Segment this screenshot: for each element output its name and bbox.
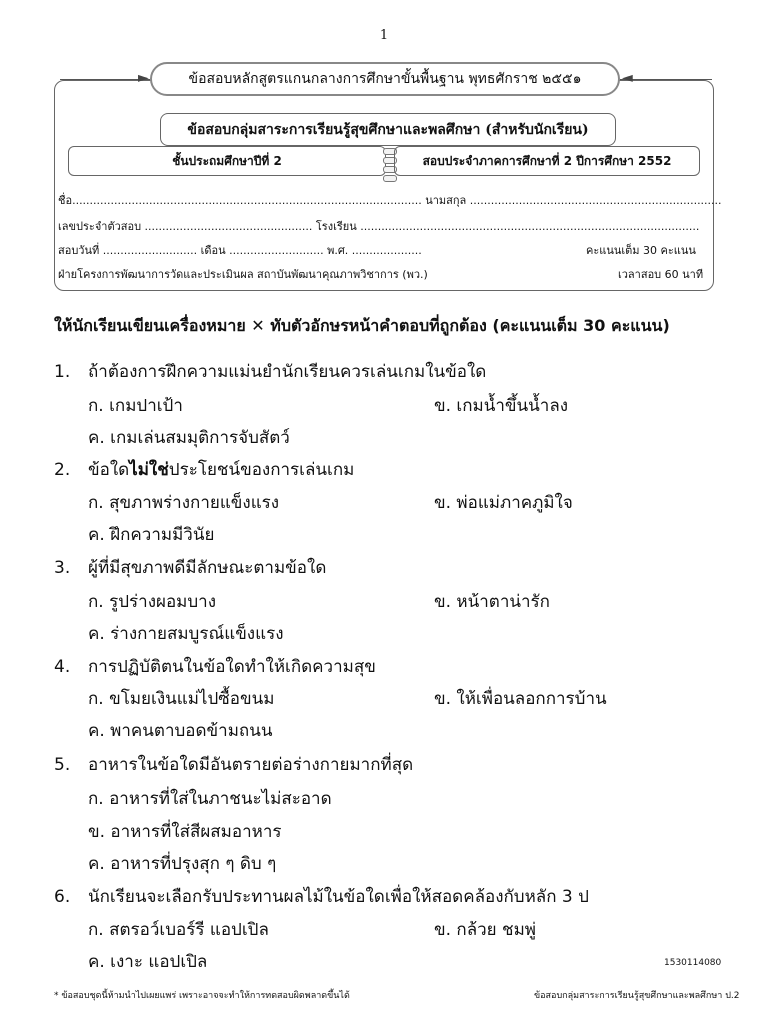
arrow-line-left [60,79,150,80]
question-text-emphasis: ไม่ใช่ [129,460,169,480]
subject-title-text: ข้อสอบกลุ่มสาระการเรียนรู้สุขศึกษาและพลศึกษา (สำหรับนักเรียน) [187,121,589,138]
option-c[interactable]: ค. ฝึกความมีวินัย [88,525,215,545]
option-c[interactable]: ค. เกมเล่นสมมุติการจับสัตว์ [88,428,290,448]
footer-subject: ข้อสอบกลุ่มสาระการเรียนรู้สุขศึกษาและพลศึกษา ป.2 [534,991,740,1001]
name-line: ชื่อ.................................................................................................... นามสกุล ........................................................................ [58,194,722,207]
option-a[interactable]: ก. อาหารที่ใส่ในภาชนะไม่สะอาด [88,789,332,809]
page-number: 1 [379,28,389,43]
exam-date-line: สอบวันที่ ........................... เดือน ........................... พ.ศ. .................... [58,244,422,257]
option-c[interactable]: ค. พาคนตาบอดข้ามถนน [88,721,273,741]
question-text: ผู้ที่มีสุขภาพดีมีลักษณะตามข้อใด [88,558,327,578]
question-number: 1. [54,362,71,382]
subject-title [160,113,616,146]
header-frame [54,80,714,291]
question-number: 2. [54,460,71,480]
option-c[interactable]: ค. อาหารที่ปรุงสุก ๆ ดิบ ๆ [88,854,277,874]
question-number: 3. [54,558,71,578]
option-b[interactable]: ข. กล้วย ชมพู่ [434,920,536,940]
question-text: การปฏิบัติตนในข้อใดทำให้เกิดความสุข [88,657,376,677]
option-b[interactable]: ข. หน้าตาน่ารัก [434,592,550,612]
term-text: สอบประจำภาคการศึกษาที่ 2 ปีการศึกษา 2552 [422,153,672,168]
option-c[interactable]: ค. ร่างกายสมบูรณ์แข็งแรง [88,624,284,644]
question-text: อาหารในข้อใดมีอันตรายต่อร่างกายมากที่สุด [88,755,414,775]
question-2 [54,456,354,483]
option-b[interactable]: ข. ให้เพื่อนลอกการบ้าน [434,689,607,709]
arrow-line-right [620,79,712,80]
question-text: นักเรียนจะเลือกรับประทานผลไม้ในข้อใดเพื่อให้สอดคล้องกับหลัก 3 ป [88,887,589,907]
question-number: 5. [54,755,71,775]
arrow-left-icon: ◄ [622,70,633,86]
footer-note: * ข้อสอบชุดนี้ห้ามนำไปเผยแพร่ เพราะอาจจะทำให้การทดสอบผิดพลาดขึ้นได้ [54,991,350,1001]
question-text-post: ประโยชน์ของการเล่นเกม [168,460,355,480]
full-score-note: คะแนนเต็ม 30 คะแนน [586,244,696,257]
grade-box [68,146,386,176]
option-a[interactable]: ก. เกมปาเป้า [88,396,183,416]
option-b[interactable]: ข. เกมน้ำขึ้นน้ำลง [434,396,569,416]
question-text: ถ้าต้องการฝึกความแม่นยำนักเรียนควรเล่นเกมในข้อใด [88,362,487,382]
option-c[interactable]: ค. เงาะ แอปเปิล [88,952,208,972]
question-5 [54,751,413,778]
option-b[interactable]: ข. พ่อแม่ภาคภูมิใจ [434,493,573,513]
instruction: ให้นักเรียนเขียนเครื่องหมาย ✕ ทับตัวอักษรหน้าคำตอบที่ถูกต้อง (คะแนนเต็ม 30 คะแนน) [54,316,670,335]
option-a[interactable]: ก. สุขภาพร่างกายแข็งแรง [88,493,280,513]
question-4 [54,653,376,680]
question-6 [54,883,589,910]
option-a[interactable]: ก. ขโมยเงินแม่ไปซื้อขนม [88,689,275,709]
student-id-line: เลขประจำตัวสอบ ................................................ โรงเรียน ................................................................................................. [58,220,700,233]
question-text-pre: ข้อใด [88,460,130,480]
option-b[interactable]: ข. อาหารที่ใส่สีผสมอาหาร [88,822,282,842]
question-1 [54,358,486,385]
option-a[interactable]: ก. สตรอว์เบอร์รี แอปเปิล [88,920,269,940]
option-a[interactable]: ก. รูปร่างผอมบาง [88,592,217,612]
question-number: 4. [54,657,71,677]
organization-line: ฝ่ายโครงการพัฒนาการวัดและประเมินผล สถาบันพัฒนาคุณภาพวิชาการ (พว.) [58,268,428,281]
exam-program-title [150,62,620,96]
grade-text: ชั้นประถมศึกษาปีที่ 2 [172,153,282,168]
term-box [394,146,700,176]
exam-program-title-text: ข้อสอบหลักสูตรแกนกลางการศึกษาขั้นพื้นฐาน พุทธศักราช ๒๕๕๑ [188,71,582,87]
question-number: 6. [54,887,71,907]
arrow-right-icon: ► [138,70,149,86]
document-code: 1530114080 [664,958,722,968]
exam-time-note: เวลาสอบ 60 นาที [618,268,704,281]
question-3 [54,554,326,581]
